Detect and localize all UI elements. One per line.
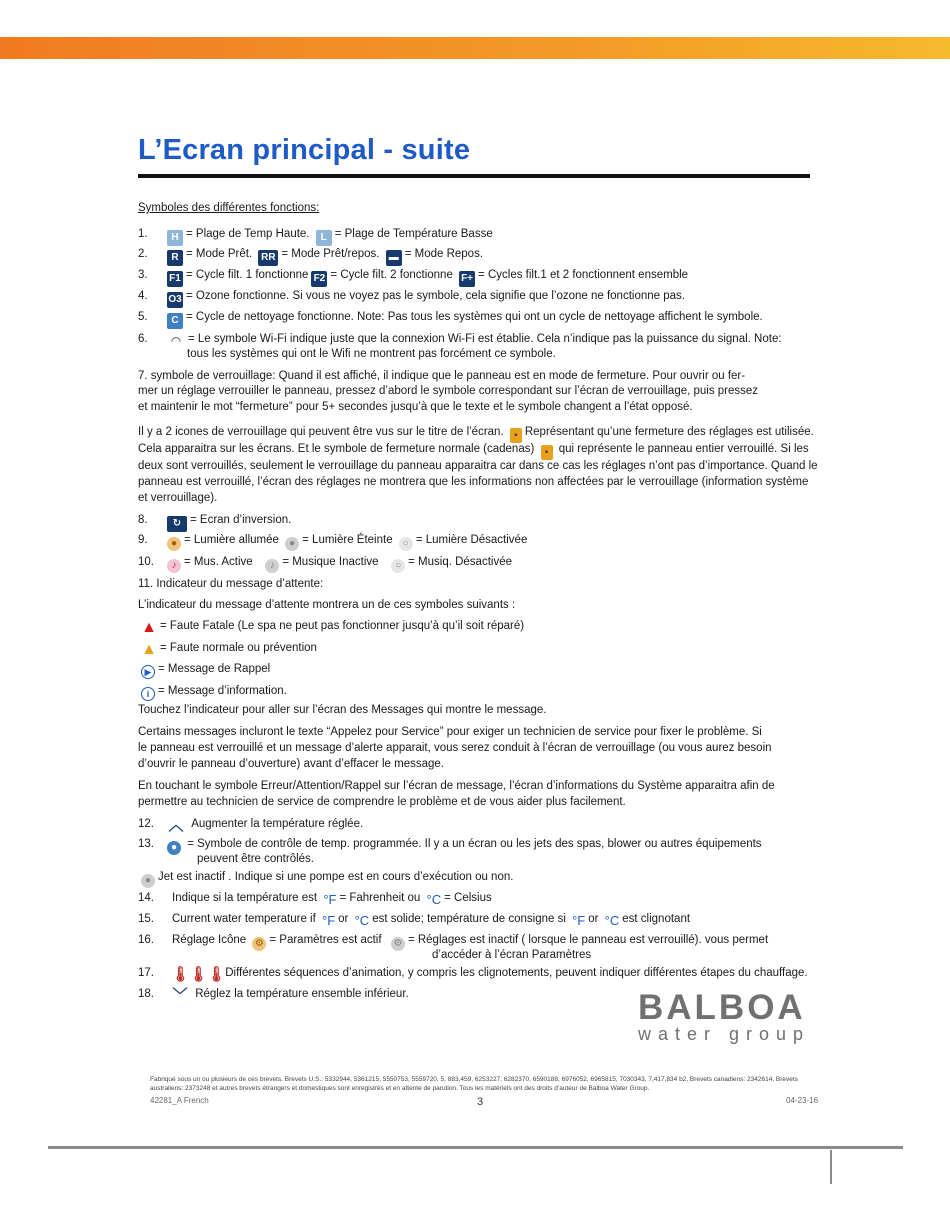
item-3: 3. F1 = Cycle filt. 1 fonctionne F2 = Cycle filt. 2 fonctionne F+ = Cycles filt.1 et 2 fonctionnent ensemble <box>138 268 688 287</box>
padlock-icon: ▪ <box>541 445 553 460</box>
service-para-l1: Certains messages incluront le texte “Appelez pour Service” pour exiger un technicien de service pour fixer le problème. Si <box>138 726 762 738</box>
thermometer-icon: 🌡 <box>171 966 191 983</box>
ready-mode-icon: R <box>167 250 183 266</box>
item-11-intro: L’indicateur du message d’attente montrera un de ces symboles suivants : <box>138 599 516 611</box>
lock-para-l2: Cela apparaitra sur les écrans. Et le symbole de fermeture normale (cadenas) ▪ qui représente le panneau entier verrouillé. Si les <box>138 443 809 458</box>
service-para-l2: le panneau est verrouillé et un message d’alerte apparait, vous serez conduit à l’écran de verrouillage (ou vous aurez besoin <box>138 742 772 754</box>
item-12: 12. ︿ Augmenter la température réglée. <box>138 817 364 834</box>
lock-para-l4: panneau est verrouillé, l’écran des réglages ne montrera que les informations non affectées par le verrouillage (information système <box>138 476 809 488</box>
item-17: 17. 🌡🌡🌡 Différentes séquences d’animation, y compris les clignotements, peuvent indiquer différentes étapes du chauffage. <box>138 966 808 983</box>
low-range-icon: L <box>316 230 332 246</box>
item-13: 13. ● = Symbole de contrôle de temp. programmée. Il y a un écran ou les jets des spas, blower ou autres équipements <box>138 838 762 853</box>
settings-active-icon: ⚙ <box>252 937 266 951</box>
item-8: 8. ↻ = Ecran d’inversion. <box>138 513 291 532</box>
item-16: 16. Réglage Icône ⚙ = Paramètres est actif ⚙ = Réglages est inactif ( lorsque le panneau est verrouillé). vous permet <box>138 934 769 949</box>
fatal-fault-line: ▲ = Faute Fatale (Le spa ne peut pas fonctionner jusqu’à qu’il soit réparé) <box>141 619 525 636</box>
item-9: 9. ● = Lumière allumée ● = Lumière Éteinte ○ = Lumière Désactivée <box>138 534 528 549</box>
item-7-l2: mer un réglage verrouiller le panneau, pressez d’abord le symbole correspondant sur l’écran de verrouillage, puis pressez <box>138 385 759 397</box>
info-icon: i <box>141 687 155 701</box>
fahrenheit-icon: °F <box>572 913 586 928</box>
settings-lock-icon: ▪ <box>510 428 522 443</box>
title-rule <box>138 174 810 178</box>
item-11-title: 11. Indicateur du message d’attente: <box>138 578 324 590</box>
document-id: 42281_A French <box>150 1096 209 1105</box>
clean-cycle-icon: C <box>167 313 183 329</box>
ozone-icon: O3 <box>167 292 183 308</box>
music-inactive-icon: ♪ <box>265 559 279 573</box>
fatal-fault-icon: ▲ <box>141 619 157 636</box>
filter-both-icon: F+ <box>459 271 475 287</box>
item-13-jet-inactive: ● Jet est inactif . Indique si une pompe est en cours d’exécution ou non. <box>138 870 513 888</box>
page-title: L’Ecran principal - suite <box>138 134 471 166</box>
thermometer-icon: 🌡 <box>207 966 227 983</box>
item-16-cont: d’accéder à l’écran Paramètres <box>432 949 592 961</box>
bed-icon: ▬ <box>386 250 402 266</box>
thermometer-icon: 🌡 <box>189 966 209 983</box>
light-disabled-icon: ○ <box>399 537 413 551</box>
lock-para-l1: Il y a 2 icones de verrouillage qui peuvent être vus sur le titre de l’écran. ▪ Représentant qu’une fermeture des réglages est utilisée. <box>138 426 814 441</box>
celsius-icon: °C <box>354 913 370 928</box>
music-active-icon: ♪ <box>167 559 181 573</box>
item-6-cont: tous les systèmes qui ont le Wifi ne montrent pas forcément ce symbole. <box>187 348 556 360</box>
celsius-icon: °C <box>426 892 442 907</box>
item-1: 1. H = Plage de Temp Haute. L = Plage de Température Basse <box>138 227 493 246</box>
item-5: 5. C = Cycle de nettoyage fonctionne. Note: Pas tous les systèmes qui ont un cycle de nettoyage affichent le symbole. <box>138 310 763 329</box>
bottom-tick <box>830 1150 832 1184</box>
reminder-icon: ▶ <box>141 665 155 679</box>
lock-para-l5: et verrouillage). <box>138 492 218 504</box>
invert-screen-icon: ↻ <box>167 516 187 532</box>
bottom-rule <box>48 1146 903 1149</box>
jet-active-icon: ● <box>167 841 181 855</box>
touch-para-l2: permettre au technicien de service de comprendre le problème et de vous aider plus facilement. <box>138 796 626 808</box>
light-off-icon: ● <box>285 537 299 551</box>
item-2: 2. R = Mode Prêt. RR = Mode Prêt/repos. ▬ = Mode Repos. <box>138 247 483 266</box>
item-13-cont: peuvent être contrôlés. <box>197 853 314 865</box>
item-6: 6. ◠ = Le symbole Wi-Fi indique juste que la connexion Wi-Fi est établie. Cela n’indique pas la puissance du signal. Note: <box>138 333 782 348</box>
info-line: i = Message d’information. <box>138 684 287 701</box>
filter1-icon: F1 <box>167 271 183 287</box>
settings-inactive-icon: ⚙ <box>391 937 405 951</box>
balboa-logo: BALBOA water group <box>638 988 811 1044</box>
filter2-icon: F2 <box>311 271 327 287</box>
legal-footnote: Fabriqué sous un ou plusieurs de ces brevets. Brevets U.S.: 5332944, 5361215, 5550753, 5559720, 5, 883,459, 6253227, 6282370, 6590188, 6976052, 6965815, 7030343, 7,417,834 b2, Brevets canadiens: 2342614, Brevets australiens: 2373248 et autres brevets étrangers et domestiques sont enregistrés et en attente de parution. Tous les matériels ont des droits d’auteur de Balboa Water Group. <box>150 1076 798 1092</box>
top-orange-bar <box>0 37 950 59</box>
warning-icon: ▲ <box>141 641 157 658</box>
item-18: 18. ﹀ Réglez la température ensemble inférieur. <box>138 987 409 1004</box>
fahrenheit-icon: °F <box>322 913 336 928</box>
chevron-down-icon: ﹀ <box>172 987 188 1004</box>
lock-para-l3: deux sont verrouillés, seulement le verrouillage du panneau apparaitra car dans ce cas les réglages n’ont pas d’importance. Quand le <box>138 460 818 472</box>
music-disabled-icon: ○ <box>391 559 405 573</box>
reminder-line: ▶ = Message de Rappel <box>138 662 270 679</box>
ready-rest-mode-icon: RR <box>258 250 278 266</box>
high-range-icon: H <box>167 230 183 246</box>
service-para-l3: d’ouvrir le panneau d’ouverture) avant d’effacer le message. <box>138 758 444 770</box>
jet-inactive-icon: ● <box>141 874 155 888</box>
chevron-up-icon: ︿ <box>168 817 184 834</box>
document-date: 04-23-16 <box>786 1096 819 1105</box>
light-on-icon: ● <box>167 537 181 551</box>
page-number: 3 <box>477 1096 484 1108</box>
section-heading: Symboles des différentes fonctions: <box>138 202 320 214</box>
item-11-touch: Touchez l’indicateur pour aller sur l’écran des Messages qui montre le message. <box>138 704 547 716</box>
wifi-icon: ◠ <box>171 334 181 348</box>
fahrenheit-icon: °F <box>323 892 337 907</box>
item-7-l3: et maintenir le mot “fermeture” pour 5+ secondes jusqu’à que le texte et le symbole changent a l’état opposé. <box>138 401 693 413</box>
normal-fault-line: ▲ = Faute normale ou prévention <box>141 641 317 658</box>
touch-para-l1: En touchant le symbole Erreur/Attention/Rappel sur l’écran de message, l’écran d’informations du Système apparaitra afin de <box>138 780 775 792</box>
celsius-icon: °C <box>604 913 620 928</box>
item-4: 4. O3 = Ozone fonctionne. Si vous ne voyez pas le symbole, cela signifie que l’ozone ne fonctionne pas. <box>138 289 685 308</box>
item-7-l1: 7. symbole de verrouillage: Quand il est affiché, il indique que le panneau est en mode de fermeture. Pour ouvrir ou fer- <box>138 370 746 382</box>
item-10: 10. ♪ = Mus. Active ♪ = Musique Inactive ○ = Musiq. Désactivée <box>138 556 512 571</box>
item-14: 14. Indique si la température est °F = Fahrenheit ou °C = Celsius <box>138 892 492 907</box>
item-15: 15. Current water temperature if °F or °C est solide; température de consigne si °F or °C est clignotant <box>138 913 691 928</box>
